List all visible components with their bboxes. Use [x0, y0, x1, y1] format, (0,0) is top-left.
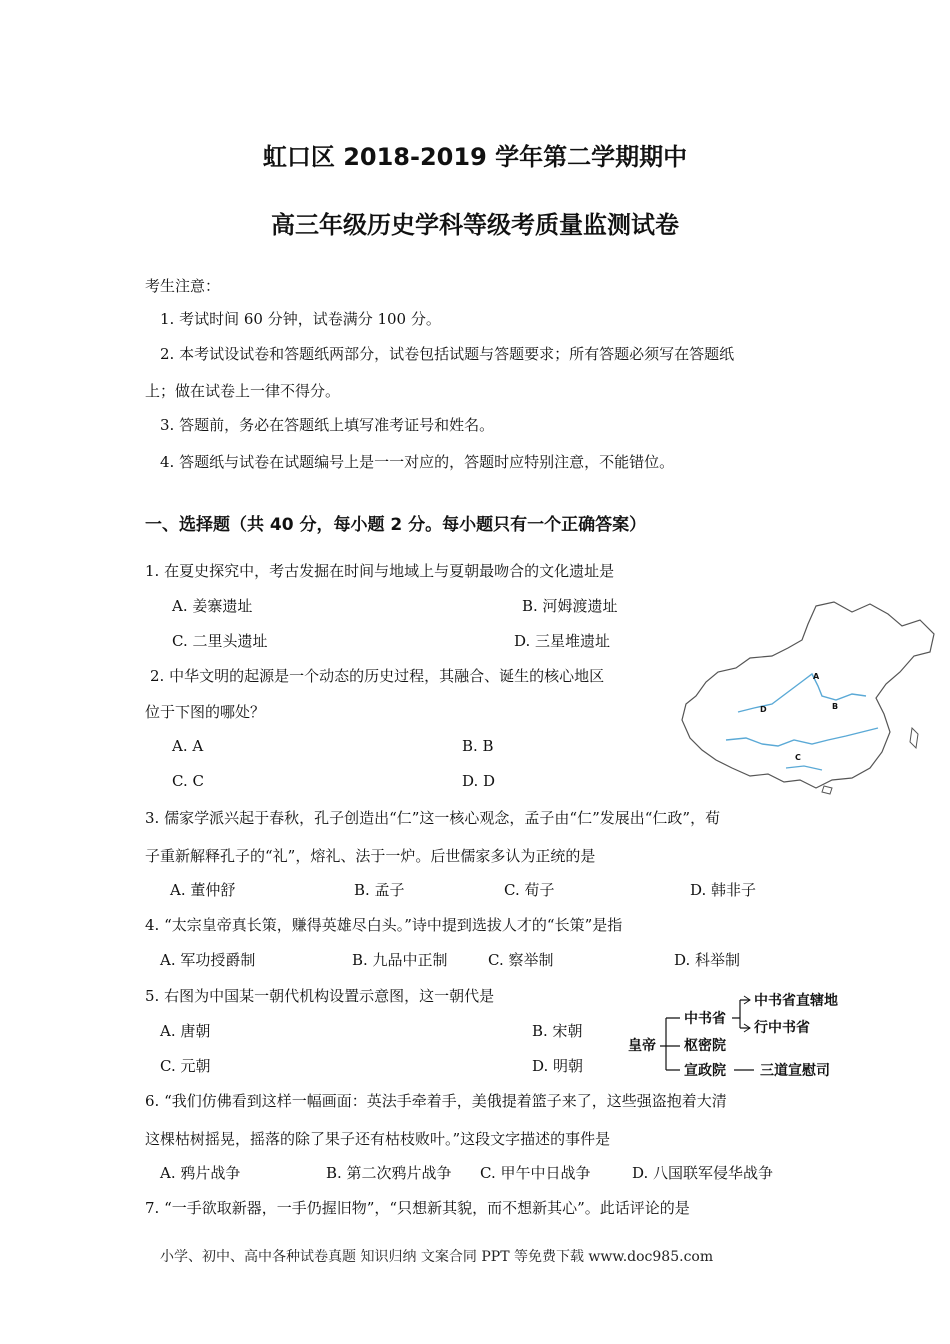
q3-stem-2: 子重新解释孔子的“礼”，熔礼、法于一炉。后世儒家多认为正统的是 [145, 847, 596, 865]
notice-item-2b: 上；做在试卷上一律不得分。 [145, 382, 341, 400]
q4-option-b: B. 九品中正制 [352, 951, 448, 969]
q6-stem-1: 6. “我们仿佛看到这样一幅画面：英法手牵着手，美俄提着篮子来了，这些强盗抱着大清 [145, 1092, 727, 1110]
diagram-branch-1 [660, 1018, 680, 1070]
q5-option-b: B. 宋朝 [532, 1022, 583, 1040]
q2-option-b: B. B [462, 737, 494, 755]
footer[interactable]: 小学、初中、高中各种试卷真题 知识归纳 文案合同 PPT 等免费下载 www.doc985.com [160, 1249, 714, 1265]
diagram-emperor: 皇帝 [628, 1038, 656, 1054]
q2-stem-2: 位于下图的哪处？ [145, 703, 266, 721]
china-map [676, 600, 942, 796]
q4-stem: 4. “太宗皇帝真长策，赚得英雄尽白头。”诗中提到选拔人才的“长策”是指 [145, 916, 623, 934]
q4-option-a: A. 军功授爵制 [160, 951, 256, 969]
diagram-branch-2 [732, 1000, 750, 1028]
q3-option-b: B. 孟子 [354, 881, 405, 899]
map-label-c: C [795, 753, 801, 762]
china-outline [682, 602, 934, 788]
diagram-zhongshu: 中书省 [684, 1011, 726, 1027]
diagram-arrows [744, 996, 750, 1032]
q1-option-c: C. 二里头遗址 [172, 632, 268, 650]
notice-heading: 考生注意： [145, 277, 221, 295]
q3-stem-1: 3. 儒家学派兴起于春秋，孔子创造出“仁”这一核心观念，孟子由“仁”发展出“仁政”，荀 [145, 809, 721, 827]
q2-option-d: D. D [462, 772, 496, 790]
q7-stem: 7. “一手欲取新器，一手仍握旧物”，“只想新其貌，而不想新其心”。此话评论的是 [145, 1199, 690, 1217]
title-line2: 高三年级历史学科等级考质量监测试卷 [271, 211, 679, 239]
title-line1: 虹口区 2018-2019 学年第二学期期中 [262, 143, 688, 171]
diagram-sandao: 三道宣慰司 [760, 1063, 830, 1079]
q2-stem-1: 2. 中华文明的起源是一个动态的历史过程，其融合、诞生的核心地区 [150, 667, 605, 685]
q4-option-c: C. 察举制 [488, 951, 554, 969]
q1-option-b: B. 河姆渡遗址 [522, 597, 618, 615]
q3-option-c: C. 荀子 [504, 881, 555, 899]
q3-option-a: A. 董仲舒 [170, 881, 236, 899]
diagram-xuanzheng: 宣政院 [684, 1063, 726, 1079]
q1-option-d: D. 三星堆遗址 [514, 632, 611, 650]
q6-option-a: A. 鸦片战争 [160, 1164, 241, 1182]
q6-option-b: B. 第二次鸦片战争 [326, 1164, 452, 1182]
notice-item-3: 3. 答题前，务必在答题纸上填写准考证号和姓名。 [160, 416, 495, 434]
q6-stem-2: 这棵枯树摇晃，摇落的除了果子还有枯枝败叶。”这段文字描述的事件是 [145, 1130, 611, 1148]
notice-item-4: 4. 答题纸与试卷在试题编号上是一一对应的，答题时应特别注意，不能错位。 [160, 453, 675, 471]
institution-diagram [624, 986, 860, 1082]
q2-option-c: C. C [172, 772, 204, 790]
q6-option-d: D. 八国联军侵华战争 [632, 1164, 774, 1182]
diagram-zhixia: 中书省直辖地 [754, 993, 838, 1009]
map-label-b: B [832, 702, 839, 711]
q4-option-d: D. 科举制 [674, 951, 741, 969]
diagram-xingzhongshu: 行中书省 [754, 1020, 810, 1036]
taiwan-outline [910, 728, 918, 748]
q2-option-a: A. A [172, 737, 204, 755]
q1-option-a: A. 姜寨遗址 [172, 597, 253, 615]
notice-item-2a: 2. 本考试设试卷和答题纸两部分，试卷包括试题与答题要求；所有答题必须写在答题纸 [160, 345, 735, 363]
diagram-shumi: 枢密院 [684, 1038, 726, 1054]
q5-option-a: A. 唐朝 [160, 1022, 211, 1040]
q5-option-c: C. 元朝 [160, 1057, 211, 1075]
q1-stem: 1. 在夏史探究中，考古发掘在时间与地域上与夏朝最吻合的文化遗址是 [145, 562, 615, 580]
q5-stem: 5. 右图为中国某一朝代机构设置示意图，这一朝代是 [145, 987, 495, 1005]
notice-item-1: 1. 考试时间 60 分钟，试卷满分 100 分。 [160, 310, 441, 328]
hainan-outline [822, 786, 832, 794]
q5-option-d: D. 明朝 [532, 1057, 584, 1075]
q6-option-c: C. 甲午中日战争 [480, 1164, 591, 1182]
q3-option-d: D. 韩非子 [690, 881, 757, 899]
section-heading: 一、选择题（共 40 分，每小题 2 分。每小题只有一个正确答案） [145, 515, 647, 535]
map-label-d: D [760, 705, 767, 714]
map-label-a: A [813, 672, 820, 681]
